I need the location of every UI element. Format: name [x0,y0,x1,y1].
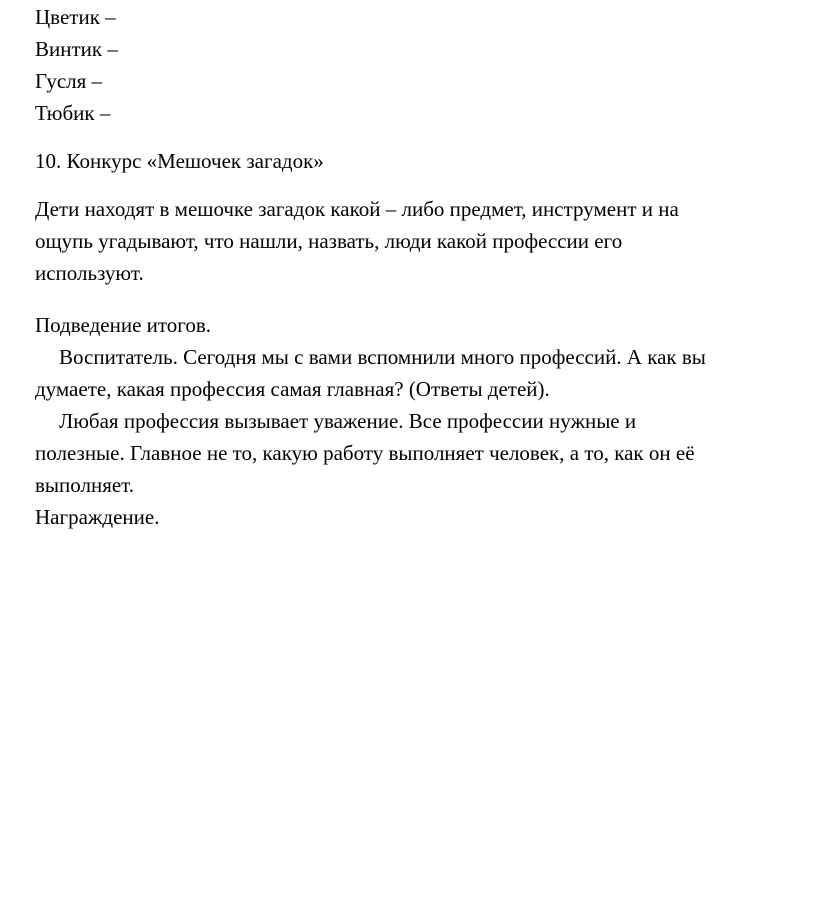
paragraph-line: используют. [35,261,144,285]
character-line: Гусля – [35,69,103,93]
characters-list [35,1,118,129]
character-line: Винтик – [35,37,118,61]
paragraph-line: Дети находят в мешочке загадок какой – либо предмет, инструмент и на [35,197,679,221]
contest-heading [35,145,324,177]
paragraph-line: выполняет. [35,473,135,497]
closing-line: Награждение. [35,505,160,529]
contest-description [35,193,679,289]
contest-heading-text: 10. Конкурс «Мешочек загадок» [35,149,324,173]
paragraph-line: Любая профессия вызывает уважение. Все профессии нужные и [59,409,637,433]
paragraph-line: полезные. Главное не то, какую работу выполняет человек, а то, как он её [35,441,695,465]
paragraph-line: думаете, какая профессия самая главная? (Ответы детей). [35,377,550,401]
character-line: Тюбик – [35,101,111,125]
summary-heading: Подведение итогов. [35,313,212,337]
summary-section [35,309,706,533]
paragraph-line: Воспитатель. Сегодня мы с вами вспомнили много профессий. А как вы [59,345,706,369]
paragraph-line: ощупь угадывают, что нашли, назвать, люди какой профессии его [35,229,623,253]
character-line: Цветик – [35,5,116,29]
